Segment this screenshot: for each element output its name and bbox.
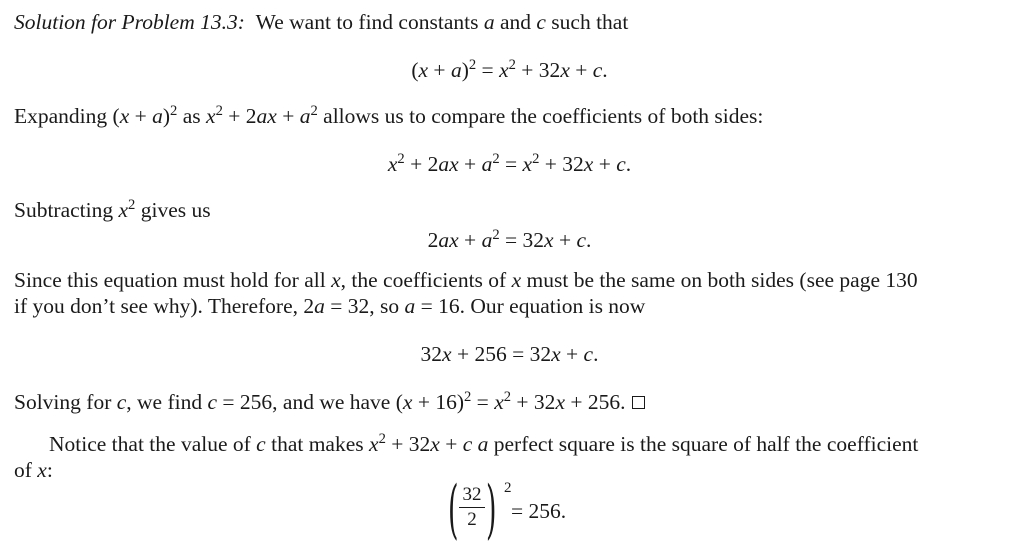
paragraph-coefficients-line-1: Since this equation must hold for all x, the coefficients of x must be the same on both sides (see page 130 bbox=[14, 268, 918, 292]
equation-2: $x^2 + 2ax + a^2 = x^2 + 32x + c$. bbox=[387, 150, 632, 176]
qed-box-icon bbox=[632, 396, 645, 409]
fraction-denominator: 2 bbox=[467, 509, 477, 530]
paragraph-notice-line-1: Notice that the value of c that makes $x^2 + 32x + c$ a perfect square is the square of half the coefficient bbox=[49, 430, 919, 456]
paragraph-subtracting: Subtracting $x^2$ gives us bbox=[14, 196, 211, 222]
solving-text: Solving for c, we find c = 256, and we have $(x + 16)^2 = x^2 + 32x + 256$. bbox=[14, 388, 626, 414]
paragraph-solving bbox=[14, 388, 645, 414]
exponent: 2 bbox=[504, 480, 512, 496]
right-paren: ) bbox=[486, 473, 497, 547]
solution-intro-line: Solution for Problem 13.3: We want to find constants a and c such that bbox=[14, 10, 629, 34]
equation-5-result: = 256. bbox=[511, 499, 567, 523]
fraction-numerator: 32 bbox=[462, 484, 482, 505]
equation-4: 32x + 256 = 32x + c. bbox=[420, 342, 599, 366]
paragraph-expanding: Expanding $(x + a)^2$ as $x^2 + 2ax + a^2$ allows us to compare the coefficients of both sides: bbox=[14, 102, 764, 128]
left-paren: ( bbox=[448, 473, 459, 547]
solution-label: Solution for Problem 13.3: bbox=[14, 10, 245, 34]
fraction-bar bbox=[459, 507, 485, 508]
fraction bbox=[459, 485, 485, 529]
equation-1: $(x + a)^2 = x^2 + 32x + c$. bbox=[411, 56, 608, 82]
paragraph-coefficients-line-2: if you don’t see why). Therefore, 2a = 32, so a = 16. Our equation is now bbox=[14, 294, 646, 318]
paragraph-notice-line-2: of x: bbox=[14, 458, 53, 482]
equation-3: $2ax + a^2 = 32x + c$. bbox=[427, 226, 592, 252]
